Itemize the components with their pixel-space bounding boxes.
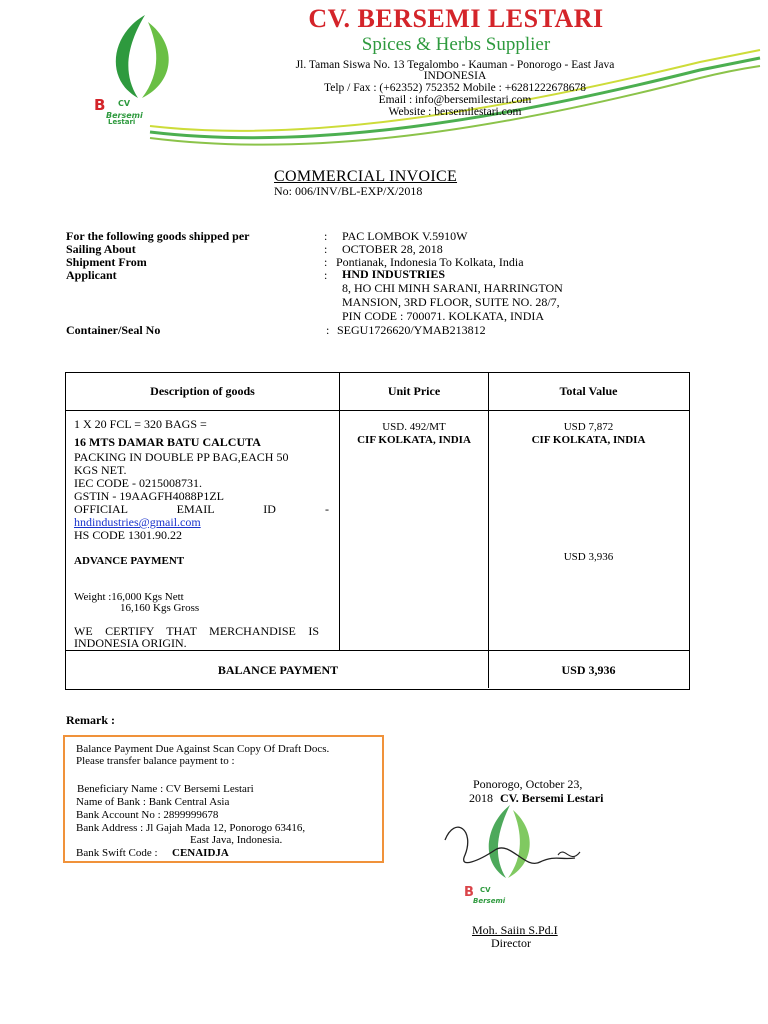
shipped-per-value: PAC LOMBOK V.5910W xyxy=(342,229,468,243)
svg-text:B: B xyxy=(464,885,474,900)
signatory-title: Director xyxy=(491,936,531,950)
signature-place-date-line-1: Ponorogo, October 23, xyxy=(473,777,583,791)
sailing-value: OCTOBER 28, 2018 xyxy=(342,242,443,256)
desc-product: 16 MTS DAMAR BATU CALCUTA xyxy=(74,435,261,449)
svg-text:Bersemi: Bersemi xyxy=(473,897,506,905)
colon: : xyxy=(324,255,328,269)
weight-gross: 16,160 Kgs Gross xyxy=(120,602,200,614)
advance-payment-label: ADVANCE PAYMENT xyxy=(74,555,185,567)
total-terms: CIF KOLKATA, INDIA xyxy=(531,434,646,446)
svg-text:Bersemi: Bersemi xyxy=(106,111,143,120)
bank-account-number: Bank Account No : 2899999678 xyxy=(76,809,219,821)
invoice-number: No: 006/INV/BL-EXP/X/2018 xyxy=(274,184,423,198)
certify-line-2: INDONESIA ORIGIN. xyxy=(74,636,187,650)
remark-line-2: Please transfer balance payment to : xyxy=(76,755,235,767)
sailing-label: Sailing About xyxy=(66,242,136,256)
company-phone: Telp / Fax : (+62352) 752352 Mobile : +6281222678678 xyxy=(324,82,586,94)
weight-nett: Weight :16,000 Kgs Nett xyxy=(74,591,184,603)
signature-place-date-line-2: 2018 xyxy=(469,791,493,805)
company-stamp-signature-icon xyxy=(440,800,600,910)
desc-gstin: GSTIN - 19AAGFH4088P1ZL xyxy=(74,489,224,503)
desc-hs-code: HS CODE 1301.90.22 xyxy=(74,528,183,542)
beneficiary-name: Beneficiary Name : CV Bersemi Lestari xyxy=(77,783,254,795)
applicant-email-link[interactable]: hndindustries@gmail.com xyxy=(74,515,201,529)
bank-address-line-1: Bank Address : Jl Gajah Mada 12, Ponorogo 63416, xyxy=(76,822,306,834)
company-address-line-1: Jl. Taman Siswa No. 13 Tegalombo - Kauman - Ponorogo - East Java xyxy=(295,59,615,71)
desc-packing-line-2: KGS NET. xyxy=(74,463,127,477)
remark-label: Remark : xyxy=(66,713,115,727)
company-name: CV. BERSEMI LESTARI xyxy=(308,4,604,33)
certify-line-1: WE CERTIFY THAT MERCHANDISE IS xyxy=(74,624,319,638)
shipment-from-label: Shipment From xyxy=(66,255,147,269)
signature-company: CV. Bersemi Lestari xyxy=(500,791,604,805)
colon: : xyxy=(324,229,328,243)
header-description: Description of goods xyxy=(150,384,255,398)
table-divider xyxy=(488,372,489,688)
company-website: Website : bersemilestari.com xyxy=(388,106,522,118)
desc-packing-line-1: PACKING IN DOUBLE PP BAG,EACH 50 xyxy=(74,450,289,464)
company-tagline: Spices & Herbs Supplier xyxy=(361,34,551,55)
container-seal-value: SEGU1726620/YMAB213812 xyxy=(337,323,486,337)
table-divider xyxy=(65,410,689,411)
applicant-address-line-1: 8, HO CHI MINH SARANI, HARRINGTON xyxy=(342,281,563,295)
bank-name: Name of Bank : Bank Central Asia xyxy=(76,796,230,808)
header-unit-price: Unit Price xyxy=(387,384,441,398)
shipped-per-label: For the following goods shipped per xyxy=(66,229,250,243)
colon: : xyxy=(324,242,328,256)
applicant-name: HND INDUSTRIES xyxy=(342,267,446,281)
company-address-line-2: INDONESIA xyxy=(423,70,487,82)
svg-text:Lestari: Lestari xyxy=(108,118,136,125)
applicant-label: Applicant xyxy=(66,268,117,282)
logo-cv-text: CV xyxy=(118,99,131,108)
total-value: USD 7,872 xyxy=(563,421,614,433)
shipment-from-value: Pontianak, Indonesia To Kolkata, India xyxy=(336,255,524,269)
desc-quantity: 1 X 20 FCL = 320 BAGS = xyxy=(74,417,207,431)
container-seal-label: Container/Seal No xyxy=(66,323,161,337)
colon: : xyxy=(326,323,330,337)
unit-price-terms: CIF KOLKATA, INDIA xyxy=(357,434,471,446)
colon: : xyxy=(324,268,328,282)
signatory-name: Moh. Saiin S.Pd.I xyxy=(472,923,558,937)
svg-text:CV: CV xyxy=(480,886,491,894)
unit-price-value: USD. 492/MT xyxy=(382,421,446,433)
company-logo-leaf-icon xyxy=(90,10,200,125)
invoice-title: COMMERCIAL INVOICE xyxy=(274,168,458,185)
company-email: Email : info@bersemilestari.com xyxy=(378,94,532,106)
applicant-address-line-3: PIN CODE : 700071. KOLKATA, INDIA xyxy=(342,309,545,323)
balance-payment-label: BALANCE PAYMENT xyxy=(217,663,339,677)
header-total-value: Total Value xyxy=(559,384,618,398)
bank-address-line-2: East Java, Indonesia. xyxy=(190,834,283,846)
advance-payment-value: USD 3,936 xyxy=(563,551,614,563)
balance-payment-value: USD 3,936 xyxy=(561,663,616,677)
bank-swift-code: CENAIDJA xyxy=(172,847,229,859)
desc-email-label: OFFICIAL EMAIL ID - xyxy=(74,502,329,516)
desc-iec-code: IEC CODE - 0215008731. xyxy=(74,476,202,490)
svg-text:B: B xyxy=(94,96,106,114)
remark-line-1: Balance Payment Due Against Scan Copy Of Draft Docs. xyxy=(76,743,330,755)
table-divider xyxy=(339,372,340,650)
bank-swift-label: Bank Swift Code : xyxy=(76,847,158,859)
applicant-address-line-2: MANSION, 3RD FLOOR, SUITE NO. 28/7, xyxy=(342,295,560,309)
table-divider xyxy=(65,650,689,651)
